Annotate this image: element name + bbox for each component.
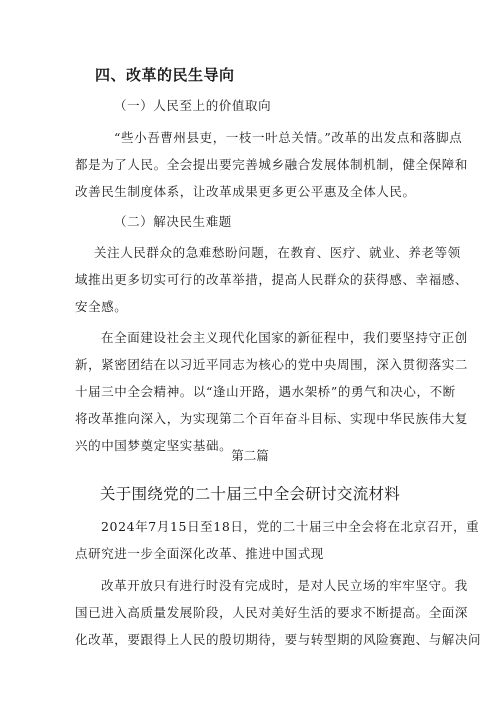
paragraph-line: 改善民生制度体系，让改革成果更多更公平惠及全体人民。	[75, 184, 416, 199]
part-label: 第二篇	[231, 448, 269, 463]
paragraph-line: 安全感。	[75, 299, 128, 314]
article-title: 关于围绕党的二十届三中全会研讨交流材料	[99, 485, 401, 503]
paragraph-line: “些小吾曹州县吏，一枝一叶总关情。”改革的出发点和落脚点	[114, 130, 463, 145]
paragraph-line: 关注人民群众的急难愁盼问题，在教育、医疗、就业、养老等领	[94, 245, 461, 260]
paragraph-line: 十届三中全会精神。以“逢山开路，遇水架桥”的勇气和决心，不断	[75, 384, 456, 399]
paragraph-line: 新，紧密团结在以习近平同志为核心的党中央周围，深入贯彻落实二	[75, 357, 469, 372]
paragraph-line: 域推出更多切实可行的改革举措，提高人民群众的获得感、幸福感、	[75, 272, 469, 287]
section-heading: 四、改革的民生导向	[95, 66, 235, 84]
paragraph-line: 改革开放只有进行时没有完成时，是对人民立场的牢牢坚守。我	[101, 578, 468, 593]
paragraph-line: 在全面建设社会主义现代化国家的新征程中，我们要坚持守正创	[101, 330, 468, 345]
paragraph-line: 点研究进一步全面深化改革、推进中国式现	[75, 546, 324, 561]
paragraph-line: 将改革推向深入，为实现第二个百年奋斗目标、实现中华民族伟大复	[75, 411, 469, 426]
paragraph-line: 化改革，要跟得上人民的殷切期待，要与转型期的风险赛跑、与解决问	[75, 632, 482, 647]
paragraph-line: 国已进入高质量发展阶段，人民对美好生活的要求不断提高。全面深	[75, 605, 469, 620]
subsection-title-1: （一）人民至上的价值取向	[114, 98, 272, 113]
subsection-title-2: （二）解决民生难题	[114, 214, 232, 229]
paragraph-line: 2024年7月15日至18日，党的二十届三中全会将在北京召开，重	[101, 519, 480, 534]
paragraph-line: 兴的中国梦奠定坚实基础。	[75, 438, 233, 453]
paragraph-line: 都是为了人民。全会提出要完善城乡融合发展体制机制，健全保障和	[75, 157, 469, 172]
